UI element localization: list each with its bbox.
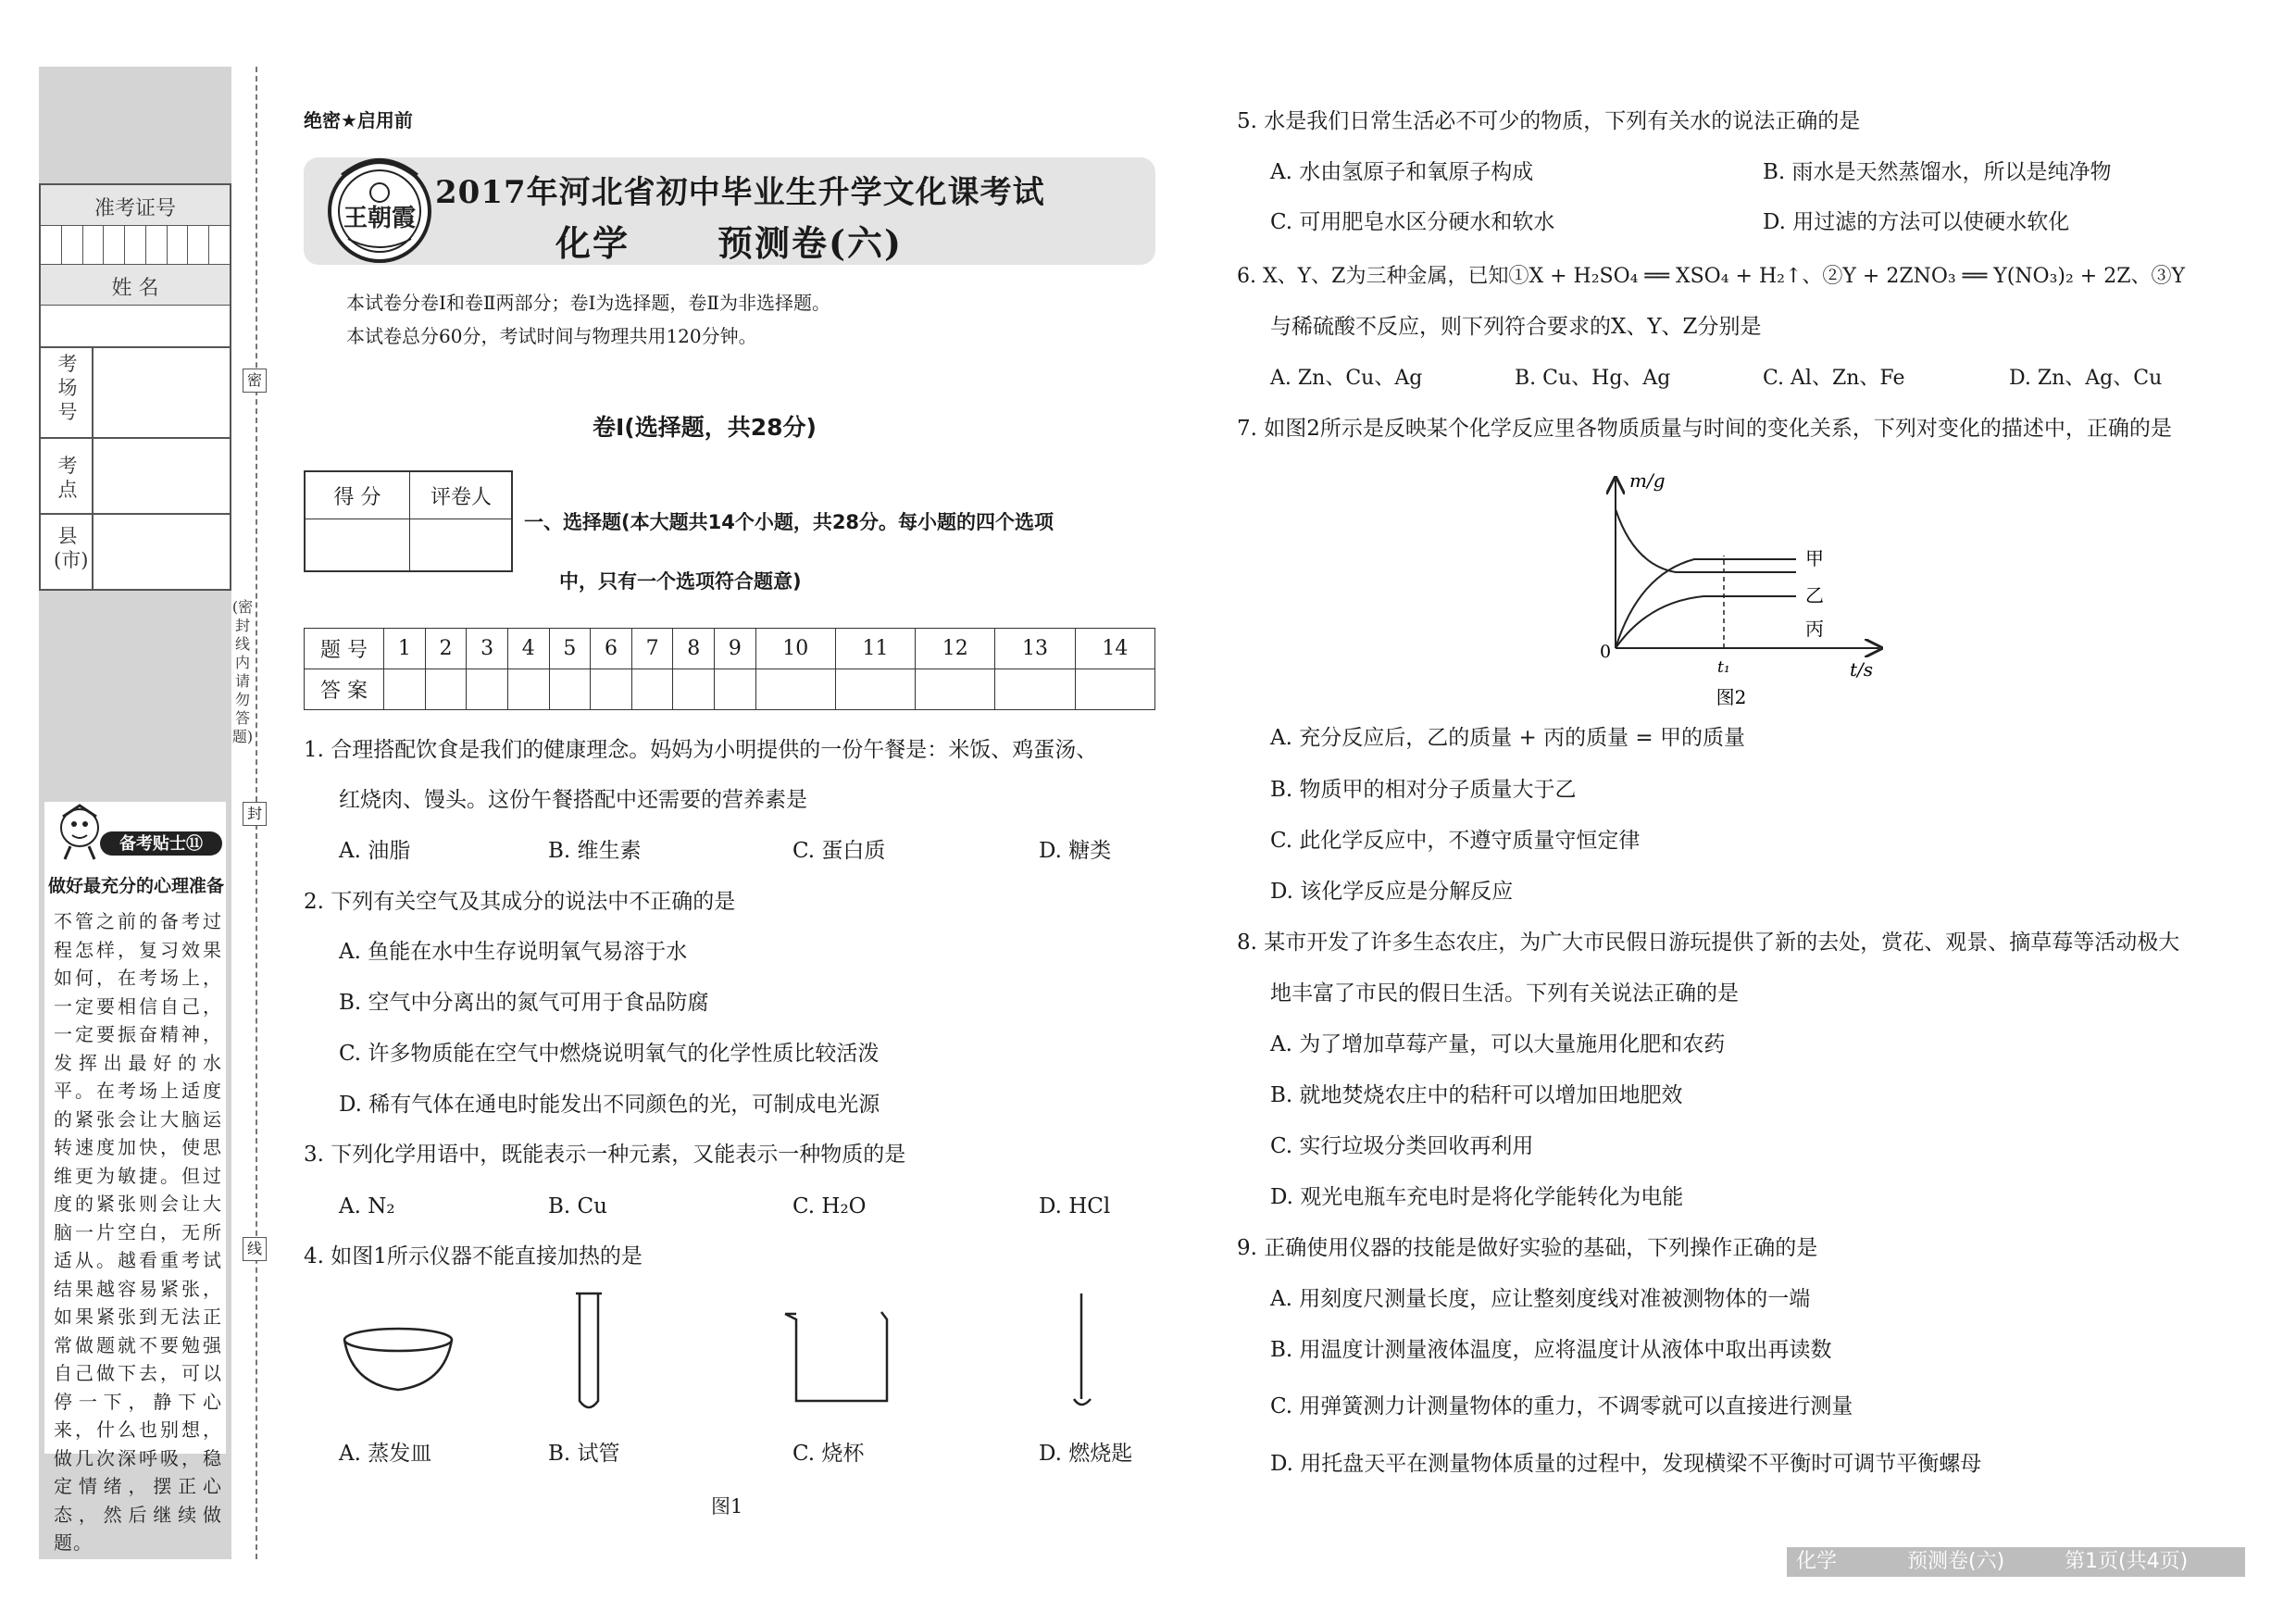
question-number-cell: 10 (755, 629, 835, 669)
q2-stem: 2. 下列有关空气及其成分的说法中不正确的是 (304, 890, 736, 914)
q2-option-d: D. 稀有气体在通电时能发出不同颜色的光，可制成电光源 (339, 1093, 880, 1117)
t1-label: t₁ (1717, 658, 1730, 677)
intro-line-2: 本试卷总分60分，考试时间与物理共用120分钟。 (346, 325, 757, 347)
figure-1-caption: 图1 (711, 1495, 743, 1518)
q1-option-c: C. 蛋白质 (792, 839, 886, 863)
q4-option-c: C. 烧杯 (792, 1442, 865, 1466)
exam-site-label: 考 点 (57, 455, 78, 501)
q6-option-c: C. Al、Zn、Fe (1763, 367, 1905, 390)
answer-table (304, 628, 1155, 710)
paper-title: 预测卷(六) (718, 222, 903, 264)
svg-text:备考贴士⑪: 备考贴士⑪ (119, 834, 203, 854)
question-number-cell: 1 (384, 629, 426, 669)
answer-cell[interactable] (995, 669, 1075, 710)
question-number-cell: 2 (425, 629, 467, 669)
beaker-icon (785, 1312, 887, 1401)
q6-stem-line-2: 与稀硫酸不反应，则下列符合要求的X、Y、Z分别是 (1270, 315, 1762, 339)
q7-option-c: C. 此化学反应中，不遵守质量守恒定律 (1270, 829, 1641, 853)
q6-stem-line-1: 6. X、Y、Z为三种金属，已知①X + H₂SO₄ ══ XSO₄ + H₂↑、②Y + 2ZNO₃ ══ Y(NO₃)₂ + 2Z、③Y (1237, 265, 2186, 288)
q1-option-d: D. 糖类 (1039, 839, 1112, 863)
q3-option-d: D. HCl (1039, 1194, 1111, 1218)
figure-1-apparatus (333, 1292, 1148, 1421)
candidate-info-box (39, 183, 231, 591)
q7-option-d: D. 该化学反应是分解反应 (1270, 880, 1514, 904)
q4-option-b: B. 试管 (548, 1442, 620, 1466)
question-number-cell: 4 (507, 629, 549, 669)
q7-stem: 7. 如图2所示是反映某个化学反应里各物质质量与时间的变化关系，下列对变化的描述中，正确的是 (1237, 417, 2172, 441)
exam-room-label: 考 场 号 (57, 353, 78, 423)
q3-option-c: C. H₂O (792, 1194, 867, 1218)
question-number-cell: 13 (995, 629, 1075, 669)
exam-title: 2017年河北省初中毕业生升学文化课考试 (435, 174, 1045, 211)
footer-page: 第1页(共4页) (2065, 1550, 2189, 1573)
q7-option-a: A. 充分反应后，乙的质量 + 丙的质量 = 甲的质量 (1270, 726, 1746, 750)
q5-option-d: D. 用过滤的方法可以使硬水软化 (1763, 210, 2070, 234)
q3-option-b: B. Cu (548, 1194, 607, 1218)
score-label: 得 分 (333, 486, 381, 509)
series-bing-curve (1616, 509, 1796, 572)
answer-cell[interactable] (549, 669, 591, 710)
q4-option-d: D. 燃烧匙 (1039, 1442, 1133, 1466)
q7-option-b: B. 物质甲的相对分子质量大于乙 (1270, 778, 1577, 802)
q8-option-d: D. 观光电瓶车充电时是将化学能转化为电能 (1270, 1185, 1684, 1209)
combustion-spoon-icon (1074, 1293, 1091, 1405)
q8-option-b: B. 就地焚烧农庄中的秸秆可以增加田地肥效 (1270, 1083, 1683, 1107)
svg-text:王朝霞: 王朝霞 (343, 205, 417, 232)
series-jia-label: 甲 (1805, 547, 1824, 569)
answer-cell[interactable] (591, 669, 632, 710)
evaporating-dish-icon (344, 1329, 452, 1390)
answer-cell[interactable] (425, 669, 467, 710)
q5-option-b: B. 雨水是天然蒸馏水，所以是纯净物 (1763, 160, 2112, 184)
q9-stem: 9. 正确使用仪器的技能是做好实验的基础，下列操作正确的是 (1237, 1236, 1818, 1260)
answer-cell[interactable] (916, 669, 995, 710)
answer-label: 答 案 (305, 669, 384, 710)
name-field[interactable] (41, 306, 230, 346)
tip-body: 不管之前的备考过程怎样，复习效果如何，在考场上，一定要相信自己，一定要振奋精神，发挥出最好的水平。在考场上适度的紧张会让大脑运转速度加快，使思维更为敏捷。但过度的紧张则会让大脑一片空白，无所适从。越看重考试结果越容易紧张，如果紧张到无法正常做题就不要勉强自己做下去，可以停一下，静下心来，什么也别想，做几次深呼吸，稳定情绪，摆正心态，然后继续做题。 (54, 910, 222, 1554)
question-number-cell: 12 (916, 629, 995, 669)
county-label: 县 (市) (54, 525, 89, 571)
q2-option-a: A. 鱼能在水中生存说明氧气易溶于水 (339, 940, 688, 964)
county-field[interactable] (94, 515, 231, 589)
exam-site-field[interactable] (94, 439, 231, 511)
mascot-banner-icon (52, 804, 228, 861)
q9-option-d: D. 用托盘天平在测量物体质量的过程中，发现横梁不平衡时可调节平衡螺母 (1270, 1452, 1982, 1476)
q6-option-b: B. Cu、Hg、Ag (1515, 367, 1671, 390)
q1-stem-line-2: 红烧肉、馒头。这份午餐搭配中还需要的营养素是 (339, 788, 807, 812)
answer-table-number-row (305, 629, 1155, 669)
score-box (304, 470, 513, 572)
series-yi-curve (1616, 596, 1796, 648)
y-axis-label: m/g (1629, 469, 1666, 492)
q1-stem-line-1: 1. 合理搭配饮食是我们的健康理念。妈妈为小明提供的一份午餐是：米饭、鸡蛋汤、 (304, 738, 1098, 762)
answer-cell[interactable] (755, 669, 835, 710)
question-number-cell: 5 (549, 629, 591, 669)
figure-2-graph (1574, 463, 1907, 713)
answer-cell[interactable] (715, 669, 756, 710)
publisher-logo-icon (324, 148, 435, 270)
test-tube-icon (576, 1293, 602, 1407)
q2-option-c: C. 许多物质能在空气中燃烧说明氧气的化学性质比较活泼 (339, 1042, 880, 1066)
answer-cell[interactable] (673, 669, 715, 710)
q3-stem: 3. 下列化学用语中，既能表示一种元素，又能表示一种物质的是 (304, 1143, 906, 1167)
q5-option-a: A. 水由氢原子和氧原子构成 (1270, 160, 1534, 184)
q9-option-c: C. 用弹簧测力计测量物体的重力，不调零就可以直接进行测量 (1270, 1394, 1853, 1418)
answer-cell[interactable] (631, 669, 673, 710)
series-bing-label: 丙 (1805, 618, 1824, 640)
question-number-cell: 7 (631, 629, 673, 669)
seal-note: (密封线内请勿答题) (231, 598, 254, 745)
answer-cell[interactable] (507, 669, 549, 710)
q9-option-a: A. 用刻度尺测量长度，应让整刻度线对准被测物体的一端 (1270, 1287, 1811, 1311)
q3-option-a: A. N₂ (339, 1194, 395, 1218)
figure-2-caption: 图2 (1716, 686, 1747, 708)
grader-label: 评卷人 (430, 486, 492, 509)
ticket-number-header (41, 185, 230, 226)
page-footer (1787, 1547, 2245, 1577)
score-field[interactable] (306, 520, 409, 572)
x-axis-label: t/s (1850, 658, 1874, 681)
answer-cell[interactable] (835, 669, 915, 710)
q4-option-a: A. 蒸发皿 (339, 1442, 432, 1466)
name-label: 姓 名 (111, 277, 159, 300)
question-number-cell: 11 (835, 629, 915, 669)
q1-option-a: A. 油脂 (339, 839, 411, 863)
name-header (41, 265, 230, 306)
exam-room-field[interactable] (94, 348, 231, 435)
footer-subject: 化学 (1796, 1550, 1838, 1573)
series-yi-label: 乙 (1805, 584, 1824, 606)
seal-mark-feng: 封 (243, 802, 267, 826)
ticket-number-label: 准考证号 (94, 197, 176, 220)
q4-stem: 4. 如图1所示仪器不能直接加热的是 (304, 1244, 643, 1268)
q5-stem: 5. 水是我们日常生活必不可少的物质，下列有关水的说法正确的是 (1237, 109, 1861, 133)
question-number-cell: 6 (591, 629, 632, 669)
q8-option-a: A. 为了增加草莓产量，可以大量施用化肥和农药 (1270, 1032, 1726, 1056)
q6-option-a: A. Zn、Cu、Ag (1270, 367, 1423, 390)
part1-instructions-2: 中，只有一个选项符合题意) (559, 570, 802, 593)
question-number-cell: 3 (467, 629, 508, 669)
seal-mark-xian: 线 (243, 1237, 267, 1261)
section-heading: 卷Ⅰ(选择题，共28分) (593, 414, 817, 441)
answer-cell[interactable] (384, 669, 426, 710)
answer-table-answer-row (305, 669, 1155, 710)
question-number-label: 题 号 (305, 629, 384, 669)
q8-option-c: C. 实行垃圾分类回收再利用 (1270, 1134, 1534, 1158)
answer-cell[interactable] (467, 669, 508, 710)
q8-stem-line-1: 8. 某市开发了许多生态农庄，为广大市民假日游玩提供了新的去处，赏花、观景、摘草莓等活动极大 (1237, 931, 2180, 955)
footer-paper: 预测卷(六) (1907, 1550, 2005, 1573)
question-number-cell: 9 (715, 629, 756, 669)
part1-instructions-1: 一、选择题(本大题共14个小题，共28分。每小题的四个选项 (524, 511, 1054, 533)
q5-option-c: C. 可用肥皂水区分硬水和软水 (1270, 210, 1555, 234)
q1-option-b: B. 维生素 (548, 839, 642, 863)
subject-title: 化学 (555, 222, 630, 264)
question-number-cell: 8 (673, 629, 715, 669)
seal-mark-mi: 密 (243, 369, 267, 393)
origin-label: 0 (1600, 642, 1612, 662)
secret-mark: 绝密★启用前 (304, 109, 413, 131)
q8-stem-line-2: 地丰富了市民的假日生活。下列有关说法正确的是 (1270, 981, 1739, 1006)
tip-heading: 做好最充分的心理准备 (48, 876, 225, 896)
intro-line-1: 本试卷分卷Ⅰ和卷Ⅱ两部分；卷Ⅰ为选择题，卷Ⅱ为非选择题。 (346, 292, 830, 314)
q6-option-d: D. Zn、Ag、Cu (2009, 367, 2163, 390)
ticket-number-grid[interactable] (41, 226, 230, 265)
q9-option-b: B. 用温度计测量液体温度，应将温度计从液体中取出再读数 (1270, 1338, 1832, 1362)
grader-field[interactable] (410, 520, 512, 572)
q2-option-b: B. 空气中分离出的氮气可用于食品防腐 (339, 991, 709, 1015)
question-number-cell: 14 (1075, 629, 1154, 669)
answer-cell[interactable] (1075, 669, 1154, 710)
